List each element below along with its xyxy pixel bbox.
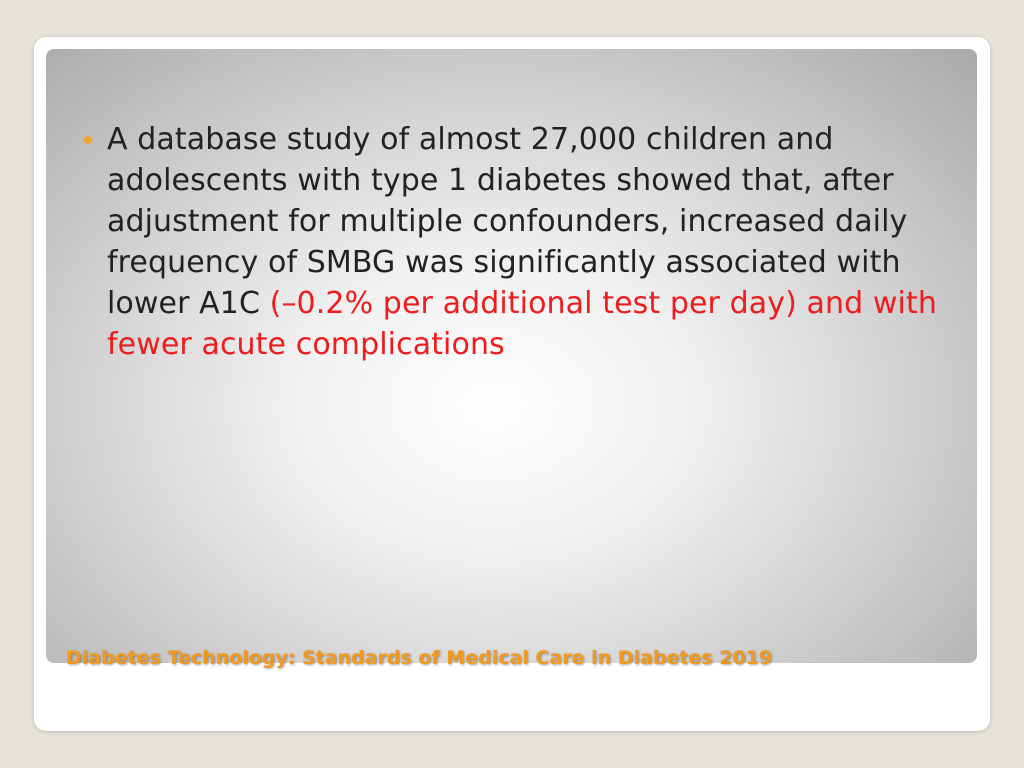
slide-footer: Diabetes Technology: Standards of Medical Care in Diabetes 2019 [66,647,773,669]
bullet-dot-icon [84,136,92,144]
bullet-text [107,119,964,365]
bullet-item [84,119,964,365]
content-panel [46,49,977,663]
slide [34,37,990,731]
bullet-text-plain: A database study of almost 27,000 children and adolescents with type 1 diabetes showed that, after adjustment for multiple confounders, increased daily frequency of SMBG was significantly associated with lower A1C [107,122,908,321]
bullet-text-highlight: (–0.2% per additional test per day) and with fewer acute complications [107,286,937,362]
